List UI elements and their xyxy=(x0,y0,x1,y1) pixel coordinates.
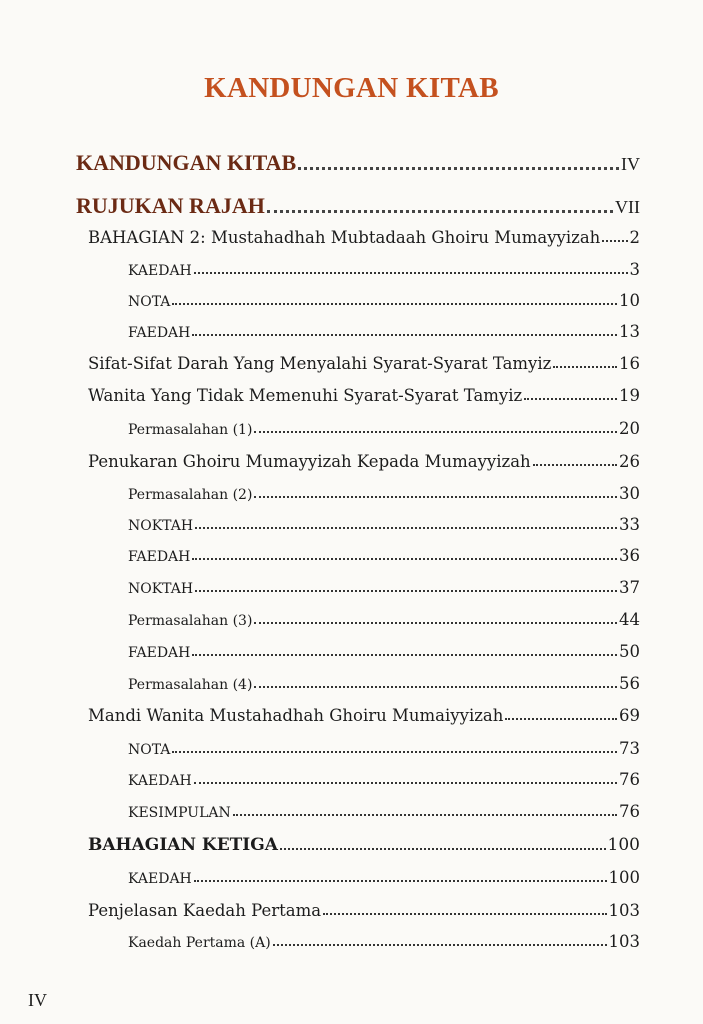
toc-entry xyxy=(88,835,640,855)
dot-leader xyxy=(194,782,617,784)
toc-entry-page: IV xyxy=(621,154,640,174)
toc-entry xyxy=(128,322,640,341)
toc-entry-page: 30 xyxy=(619,484,640,503)
dot-leader xyxy=(254,622,617,624)
dot-leader xyxy=(602,240,627,242)
toc-entry-page: 50 xyxy=(619,642,640,661)
toc-entry-page: 44 xyxy=(619,610,640,629)
toc-entry-label: FAEDAH xyxy=(128,325,191,341)
toc-entry xyxy=(88,706,640,725)
toc-entry-label: KESIMPULAN xyxy=(128,805,231,821)
toc-entry-page: VII xyxy=(615,197,640,217)
dot-leader xyxy=(194,272,628,274)
dot-leader xyxy=(172,751,617,753)
toc-entry-page: 36 xyxy=(619,546,640,565)
toc-entry-page: 20 xyxy=(619,419,640,438)
dot-leader xyxy=(195,590,617,592)
page-number: IV xyxy=(28,990,47,1010)
dot-leader xyxy=(553,366,617,368)
toc-entry-page: 19 xyxy=(619,386,640,405)
toc-entry-label: BAHAGIAN 2: Mustahadhah Mubtadaah Ghoiru Mumayyizah xyxy=(88,228,601,247)
toc-entry-page: 2 xyxy=(629,228,640,247)
toc-entry xyxy=(88,228,640,247)
dot-leader xyxy=(195,527,617,529)
toc-entry-page: 73 xyxy=(619,739,640,758)
toc-entry-label: Sifat-Sifat Darah Yang Menyalahi Syarat-Syarat Tamyiz xyxy=(88,354,552,373)
toc-entry xyxy=(128,802,640,821)
toc-entry-label: Permasalahan (2) xyxy=(128,487,253,503)
toc-entry-page: 13 xyxy=(619,322,640,341)
toc-entry-page: 76 xyxy=(619,802,640,821)
toc-entry xyxy=(128,578,640,597)
toc-entry xyxy=(88,901,640,920)
toc-entry-page: 33 xyxy=(619,515,640,534)
dot-leader xyxy=(273,944,607,946)
toc-entry xyxy=(128,932,640,951)
toc-entry-label: KAEDAH xyxy=(128,263,192,279)
toc-entry-page: 26 xyxy=(619,452,640,471)
toc-entry-page: 103 xyxy=(608,932,640,951)
toc-entry xyxy=(128,515,640,534)
toc-entry xyxy=(88,452,640,471)
toc-entry-page: 69 xyxy=(619,706,640,725)
toc-entry xyxy=(128,419,640,438)
toc-entry xyxy=(88,386,640,405)
toc-entry-label: NOKTAH xyxy=(128,581,194,597)
dot-leader xyxy=(323,913,606,915)
toc-entry-label: RUJUKAN RAJAH xyxy=(76,193,265,218)
dot-leader xyxy=(233,814,617,816)
dot-leader xyxy=(280,848,606,850)
dot-leader xyxy=(267,210,613,213)
toc-entry-page: 100 xyxy=(607,835,640,855)
toc-entry-label: NOKTAH xyxy=(128,518,194,534)
toc-entry xyxy=(128,642,640,661)
dot-leader xyxy=(194,880,607,882)
toc-entry xyxy=(128,770,640,789)
toc-entry-label: BAHAGIAN KETIGA xyxy=(88,835,278,855)
toc-entry-label: Permasalahan (3) xyxy=(128,613,253,629)
toc-entry-label: Penukaran Ghoiru Mumayyizah Kepada Mumayyizah xyxy=(88,452,531,471)
dot-leader xyxy=(524,398,617,400)
toc-entry-label: KANDUNGAN KITAB xyxy=(76,150,297,175)
dot-leader xyxy=(254,431,617,433)
toc-entry xyxy=(88,354,640,373)
toc-entry-page: 16 xyxy=(619,354,640,373)
toc-entry xyxy=(128,291,640,310)
toc-entry-label: Permasalahan (1) xyxy=(128,422,253,438)
toc-entry xyxy=(128,739,640,758)
toc-entry-page: 37 xyxy=(619,578,640,597)
toc-entry-label: KAEDAH xyxy=(128,773,192,789)
toc-entry xyxy=(128,546,640,565)
dot-leader xyxy=(298,167,619,170)
toc-entry xyxy=(128,260,640,279)
toc-entry-label: FAEDAH xyxy=(128,549,191,565)
dot-leader xyxy=(254,686,617,688)
toc-entry-label: Kaedah Pertama (A) xyxy=(128,935,271,951)
dot-leader xyxy=(254,496,617,498)
toc-entry-label: Wanita Yang Tidak Memenuhi Syarat-Syarat Tamyiz xyxy=(88,386,523,405)
toc-entry-label: FAEDAH xyxy=(128,645,191,661)
toc-entry xyxy=(76,193,640,219)
toc-entry-page: 10 xyxy=(619,291,640,310)
dot-leader xyxy=(505,718,617,720)
toc-entry xyxy=(128,484,640,503)
toc-entry xyxy=(76,150,640,176)
page-title: KANDUNGAN KITAB xyxy=(204,72,499,104)
toc-entry-label: Permasalahan (4) xyxy=(128,677,253,693)
toc-entry xyxy=(128,610,640,629)
toc-entry xyxy=(128,868,640,887)
toc-entry-page: 56 xyxy=(619,674,640,693)
dot-leader xyxy=(172,303,617,305)
toc-entry xyxy=(128,674,640,693)
toc-entry-page: 3 xyxy=(629,260,640,279)
dot-leader xyxy=(192,654,617,656)
toc-entry-label: Mandi Wanita Mustahadhah Ghoiru Mumaiyyizah xyxy=(88,706,504,725)
dot-leader xyxy=(192,558,617,560)
toc-entry-label: NOTA xyxy=(128,742,171,758)
toc-entry-page: 76 xyxy=(619,770,640,789)
toc-entry-label: KAEDAH xyxy=(128,871,192,887)
dot-leader xyxy=(192,334,617,336)
dot-leader xyxy=(533,464,617,466)
toc-entry-label: Penjelasan Kaedah Pertama xyxy=(88,901,322,920)
toc-entry-label: NOTA xyxy=(128,294,171,310)
toc-entry-page: 100 xyxy=(608,868,640,887)
toc-entry-page: 103 xyxy=(608,901,640,920)
